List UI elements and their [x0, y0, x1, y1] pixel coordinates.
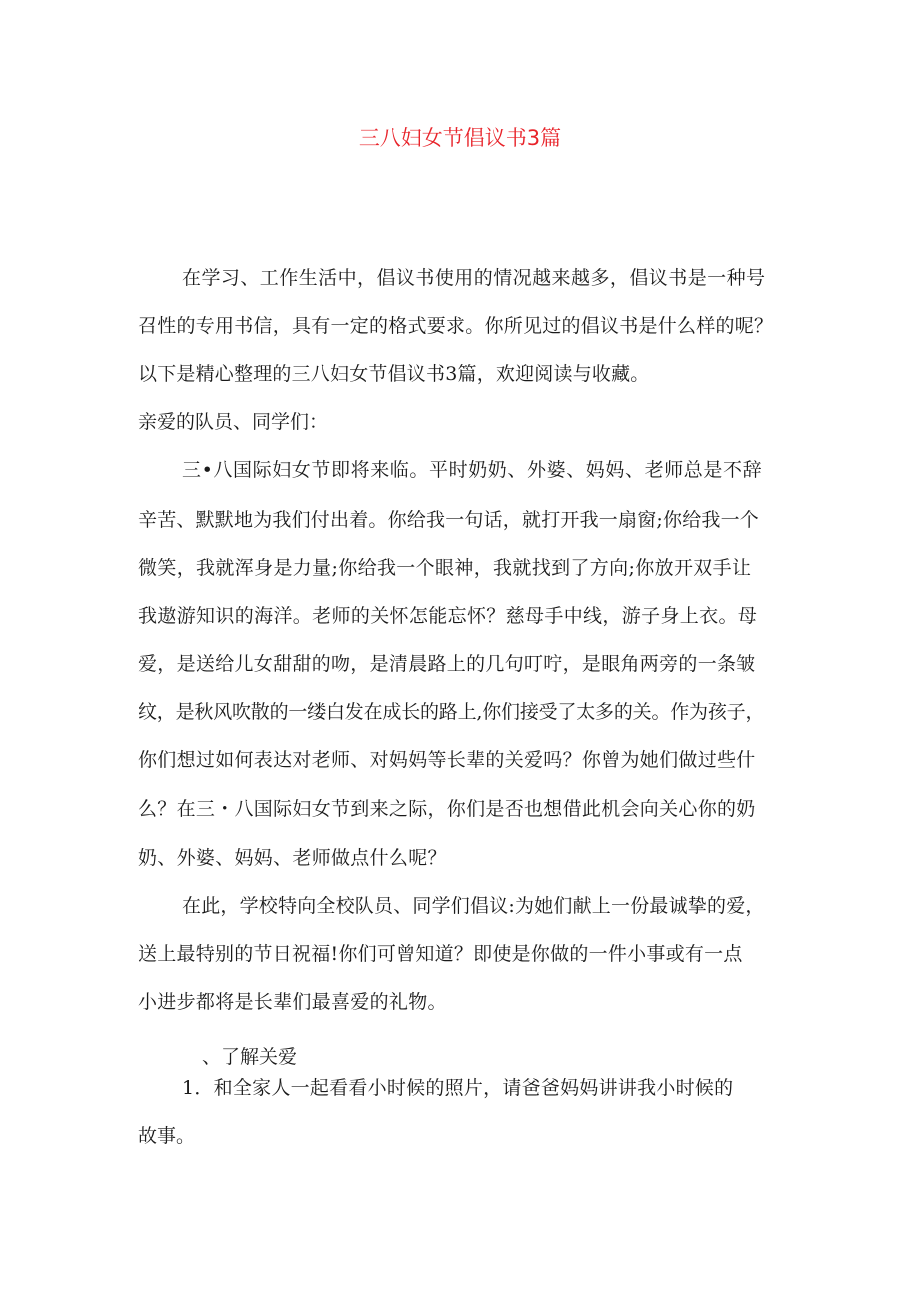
proposal-line-3: 小进步都将是长辈们最喜爱的礼物。	[138, 991, 447, 1013]
body-line-1: 三•八国际妇女节即将来临。平时奶奶、外婆、妈妈、老师总是不辞	[182, 459, 763, 481]
body-line-8: 么？在三・八国际妇女节到来之际，你们是否也想借此机会向关心你的奶	[138, 798, 756, 820]
proposal-line-1: 在此，学校特向全校队员、同学们倡议:为她们献上一份最诚挚的爱，	[182, 895, 765, 917]
proposal-line-2: 送上最特别的节日祝福!你们可曾知道？即使是你做的一件小事或有一点	[138, 943, 743, 965]
body-line-7: 你们想过如何表达对老师、对妈妈等长辈的关爱吗？你曾为她们做过些什	[138, 749, 756, 771]
intro-line-1: 在学习、工作生活中，倡议书使用的情况越来越多，倡议书是一种号	[182, 267, 766, 289]
item-line-1: 1．和全家人一起看看小时候的照片，请爸爸妈妈讲讲我小时候的	[182, 1077, 734, 1099]
item-line-2: 故事。	[138, 1125, 196, 1147]
intro-line-2: 召性的专用书信，具有一定的格式要求。你所见过的倡议书是什么样的呢？	[138, 315, 774, 337]
section-heading: 、了解关爱	[202, 1046, 298, 1068]
salutation: 亲爱的队员、同学们：	[138, 411, 329, 433]
body-line-5: 爱，是送给儿女甜甜的吻，是清晨路上的几句叮咛，是眼角两旁的一条皱	[138, 653, 756, 675]
body-line-2: 辛苦、默默地为我们付出着。你给我一句话，就打开我一扇窗;你给我一个	[138, 509, 760, 531]
body-line-6: 纹，是秋风吹散的一缕白发在成长的路上,你们接受了太多的关。作为孩子，	[138, 701, 765, 723]
body-line-4: 我遨游知识的海洋。老师的关怀怎能忘怀？慈母手中线，游子身上衣。母	[138, 605, 758, 627]
body-line-9: 奶、外婆、妈妈、老师做点什么呢？	[138, 847, 447, 869]
intro-line-3: 以下是精心整理的三八妇女节倡议书3篇，欢迎阅读与收藏。	[138, 363, 650, 385]
body-line-3: 微笑，我就浑身是力量;你给我一个眼神，我就找到了方向;你放开双手让	[138, 557, 752, 579]
document-title: 三八妇女节倡议书3篇	[358, 126, 562, 150]
